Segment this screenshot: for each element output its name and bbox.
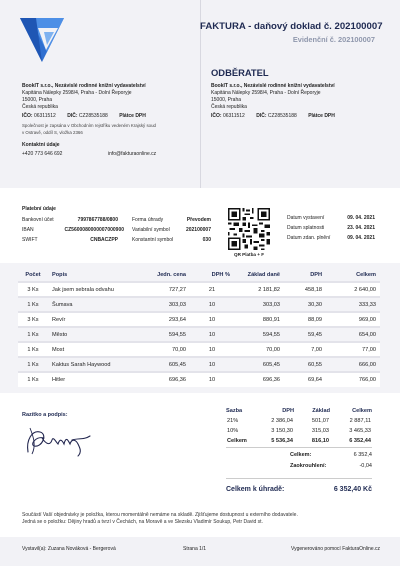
customer-block [211,83,391,120]
summary-cell: 315,03 [311,428,329,434]
summary-cell: 21% [227,418,239,424]
qr-label: QR Platba + F [234,252,264,257]
table-cell: 70,00 [234,342,284,357]
rounding-value: -0,04 [359,463,372,469]
table-cell: 10 [190,342,234,357]
invoice-title: FAKTURA - daňový doklad č. 202100007 [200,21,383,32]
table-cell: 69,64 [284,372,326,387]
table-cell: 605,45 [234,357,284,372]
taxable-date-label: Datum zdan. plnění [287,235,331,241]
table-cell: 303,03 [136,297,190,312]
customer-city: 15000, Praha [211,97,242,103]
table-cell: 594,55 [136,327,190,342]
col-header-vat-rate: DPH % [211,271,230,278]
evidence-number: Evidenční č. 202100007 [292,35,375,44]
table-cell: 1 Ks [18,327,48,342]
items-table [18,268,380,387]
note-line-1: Součástí Vaší objednávky je položka, kterou momentálně nemáme na skladě. Zjišťujeme dostupnost u externího dodavatele. [22,512,298,518]
amount-due-value: 6 352,40 Kč [333,486,372,493]
celkem-row [226,452,372,463]
col-header-description: Popis [52,271,68,278]
table-cell: 1 Ks [18,372,48,387]
variable-symbol-label: Variabilní symbol [132,227,170,233]
table-cell: 303,03 [234,297,284,312]
table-row [18,282,380,297]
payment-form-row [132,217,211,227]
supplier-city: 15000, Praha [22,97,53,103]
col-header-unit-price: Jedn. cena [157,271,186,278]
table-cell: 60,55 [284,357,326,372]
customer-ids [211,113,391,120]
table-cell: 605,45 [136,357,190,372]
due-date-value: 23. 04. 2021 [347,225,375,231]
summary-header-rate: Sazba [226,408,243,414]
summary-header-row [226,406,372,416]
table-cell: 10 [190,372,234,387]
table-cell: Město [48,327,136,342]
col-header-qty: Počet [25,271,41,278]
table-cell: 3 Ks [18,282,48,297]
table-row [18,342,380,357]
issue-date-row [287,215,375,225]
due-date-label: Datum splatnosti [287,225,325,231]
contact-heading: Kontaktní údaje [22,142,60,149]
payment-heading: Platební údaje [22,206,56,212]
table-cell: 10 [190,312,234,327]
summary-divider [226,447,372,448]
celkem-value: 6 352,4 [353,452,372,458]
issue-date-value: 09. 04. 2021 [347,215,375,221]
table-cell: 293,64 [136,312,190,327]
note-line-2: Jedná se o položku: Dějiny hradů a tvrzí v Čechách, na Moravě a ve Slezsku Vladimír Soukup, Petr David st. [22,519,263,525]
supplier-email[interactable]: info@fakturaonline.cz [108,151,157,158]
issue-date-label: Datum vystavení [287,215,325,221]
table-cell: 2 181,82 [234,282,284,297]
bank-details [22,217,122,247]
customer-country: Česká republika [211,104,247,110]
supplier-dic-label: DIČ: [67,113,78,119]
table-cell: Šumava [48,297,136,312]
summary-total-row [226,436,372,446]
table-cell: 10 [190,297,234,312]
table-row [18,297,380,312]
supplier-ico: 06311512 [33,113,56,119]
customer-ico: 06311512 [222,113,245,119]
table-cell: 333,33 [326,297,380,312]
customer-name: BookIT s.r.o., Nezávislé rodinné knižní vydavatelství [211,83,335,89]
table-cell: 1 Ks [18,342,48,357]
table-cell: 696,36 [136,372,190,387]
table-cell: 77,00 [326,342,380,357]
col-header-vat: DPH [310,271,322,278]
summary-total-vat: 5 536,34 [271,438,293,444]
summary-cell: 3 465,33 [349,428,371,434]
qr-payment-code [226,206,272,252]
taxable-date-row [287,235,375,245]
supplier-ids [22,113,197,120]
variable-symbol-value: 202100007 [185,227,211,233]
table-cell: 59,45 [284,327,326,342]
customer-dic-label: DIČ: [256,113,267,119]
rounding-block [226,452,372,474]
supplier-country: Česká republika [22,104,58,110]
constant-symbol-value: 030 [202,237,211,243]
handwritten-signature [22,422,94,458]
supplier-block [22,83,197,158]
table-cell: 594,55 [234,327,284,342]
summary-header-base: Základ [312,408,330,414]
signature-label: Razítko a podpis: [22,412,68,418]
issued-by: Vystavil(a): Zuzana Nováková - Bergerová [22,546,116,552]
table-cell: Jak jsem sebrala odvahu [48,282,136,297]
table-cell: 727,27 [136,282,190,297]
table-cell: 30,30 [284,297,326,312]
bank-account-label: Bankovní účet [22,217,54,223]
register-line-1: Společnost je zapsána v Obchodním rejstříku vedeném Krajský soud [22,123,156,128]
table-cell: 880,91 [234,312,284,327]
col-header-tax-base: Základ daně [247,271,280,278]
total-divider [226,478,372,479]
table-cell: 88,09 [284,312,326,327]
taxable-date-value: 09. 04. 2021 [347,235,375,241]
summary-header-vat: DPH [282,408,294,414]
amount-due-row [226,486,372,493]
constant-symbol-row [132,237,211,247]
summary-row [226,426,372,436]
table-cell: 2 640,00 [326,282,380,297]
table-cell: 458,18 [284,282,326,297]
table-cell: 10 [190,327,234,342]
rounding-row [226,463,372,474]
col-header-total: Celkem [356,271,376,278]
customer-heading: ODBĚRATEL [211,67,269,78]
items-header-row [18,268,380,282]
company-logo [20,18,64,62]
customer-dic: CZ28535188 [267,113,297,119]
table-cell: Revír [48,312,136,327]
table-cell: Most [48,342,136,357]
summary-total-label: Celkem [227,438,247,444]
rounding-label: Zaokrouhlení: [290,463,327,469]
summary-cell: 3 150,30 [271,428,293,434]
summary-total-base: 816,10 [311,438,329,444]
customer-ico-label: IČO: [211,113,222,119]
summary-total-sum: 6 352,44 [349,438,371,444]
table-cell: 654,00 [326,327,380,342]
table-cell: Hitler [48,372,136,387]
supplier-name: BookIT s.r.o., Nezávislé rodinné knižní vydavatelství [22,83,146,89]
table-cell: 70,00 [136,342,190,357]
table-cell: 1 Ks [18,357,48,372]
payment-form-value: Převodem [186,217,211,223]
table-row [18,357,380,372]
summary-cell: 2 887,11 [349,418,371,424]
iban-value: CZ5600080000007000900 [64,227,124,233]
summary-cell: 501,07 [311,418,329,424]
supplier-dic: CZ28535188 [78,113,108,119]
supplier-register [22,123,197,136]
table-cell: 969,00 [326,312,380,327]
supplier-phone[interactable]: +420 773 646 692 [22,151,63,158]
summary-cell: 10% [227,428,239,434]
swift-label: SWIFT [22,237,38,243]
generated-by: Vygenerováno pomocí FakturaOnline.cz [290,546,380,552]
dates-block [287,215,375,245]
celkem-label: Celkem: [290,452,312,458]
table-cell: Kaktus Sarah Haywood [48,357,136,372]
constant-symbol-label: Konstantní symbol [132,237,174,243]
table-cell: 10 [190,357,234,372]
table-row [18,327,380,342]
payment-symbols [132,217,211,247]
variable-symbol-row [132,227,211,237]
swift-value: CNBACZPP [90,237,118,243]
summary-row [226,416,372,426]
table-cell: 696,36 [234,372,284,387]
bank-account-row [22,217,122,227]
summary-header-total: Celkem [352,408,372,414]
table-row [18,312,380,327]
iban-label: IBAN [22,227,34,233]
vat-summary-table [226,406,372,446]
table-cell: 3 Ks [18,312,48,327]
supplier-ico-label: IČO: [22,113,33,119]
supplier-vat-status: Plátce DPH [119,113,146,119]
invoice-notes [22,512,382,526]
bank-account-value: 7997867788/0800 [77,217,118,223]
swift-row [22,237,122,247]
page-number: Strana 1/1 [183,546,207,552]
amount-due-label: Celkem k úhradě: [226,486,285,493]
customer-street: Kapitána Nálepky 2598/4, Praha - Dolní Řeporyje [211,90,321,96]
table-cell: 666,00 [326,357,380,372]
contact-row [22,151,197,158]
register-line-2: v Ostravě, oddíl S, vložka 2366 [22,129,83,135]
supplier-street: Kapitána Nálepky 2598/4, Praha - Dolní Řeporyje [22,90,132,96]
iban-row [22,227,122,237]
customer-vat-status: Plátce DPH [308,113,335,119]
table-cell: 21 [190,282,234,297]
table-row [18,372,380,387]
summary-cell: 2 386,04 [271,418,293,424]
payment-form-label: Forma úhrady [132,217,164,223]
table-cell: 1 Ks [18,297,48,312]
table-cell: 7,00 [284,342,326,357]
due-date-row [287,225,375,235]
table-cell: 766,00 [326,372,380,387]
